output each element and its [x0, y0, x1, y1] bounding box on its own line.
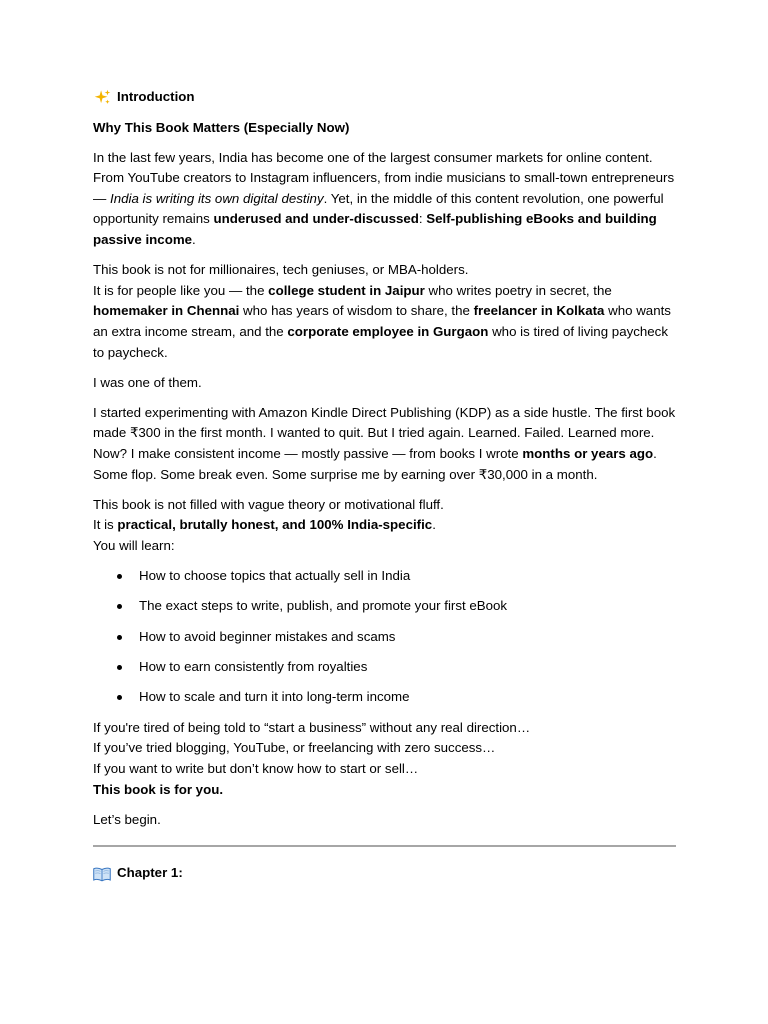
list-item: How to avoid beginner mistakes and scams	[139, 627, 677, 648]
learning-list	[93, 566, 677, 708]
paragraph-6: If you're tired of being told to “start a business” without any real direction… If you’ve tried blogging, YouTube, or freelancing with zero success… If you want to write but don’t know how to start or sell… This book is for you.	[93, 719, 531, 797]
chapter-title: Chapter 1:	[117, 865, 183, 881]
list-item: How to choose topics that actually sell in India	[139, 566, 677, 587]
paragraph-7: Let’s begin.	[93, 811, 161, 827]
list-item: The exact steps to write, publish, and promote your first eBook	[139, 596, 677, 617]
paragraph-5: This book is not filled with vague theory or motivational fluff. It is practical, brutally honest, and 100% India-specific. You will learn:	[93, 496, 444, 553]
list-item: How to earn consistently from royalties	[139, 657, 677, 678]
list-item: How to scale and turn it into long-term income	[139, 687, 677, 708]
paragraph-2: This book is not for millionaires, tech geniuses, or MBA-holders. It is for people like you — the college student in Jaipur who writes poetry in secret, the homemaker in Chennai who has years of wisdom to share, the freelancer in Kolkata who wants an extra income stream, and the corporate employee in Gurgaon who is tired of living paycheck to paycheck.	[93, 262, 671, 360]
intro-subtitle: Why This Book Matters (Especially Now)	[93, 119, 350, 135]
paragraph-4: I started experimenting with Amazon Kindle Direct Publishing (KDP) as a side hustle. The first book made ₹300 in the first month. I wanted to quit. But I tried again. Learned. Failed. Learned more. Now? I make consistent income — mostly passive — from books I wrote months or years ago. Some flop. Some break even. Some surprise me by earning over ₹30,000 in a month.	[93, 404, 676, 482]
introduction-title: Introduction	[117, 89, 195, 104]
sparkles-icon	[93, 88, 111, 106]
paragraph-1: In the last few years, India has become one of the largest consumer markets for online content. From YouTube creators to Instagram influencers, from indie musicians to small-town entrepreneurs — India is writing its own digital destiny. Yet, in the middle of this content revolution, one powerful opportunity remains underused and under-discussed: Self-publishing eBooks and building passive income.	[93, 149, 675, 248]
document-page	[93, 87, 677, 894]
chapter-heading	[93, 863, 677, 884]
open-book-icon	[93, 865, 111, 883]
horizontal-divider	[93, 845, 676, 847]
paragraph-3: I was one of them.	[93, 374, 202, 390]
introduction-heading	[93, 87, 677, 108]
